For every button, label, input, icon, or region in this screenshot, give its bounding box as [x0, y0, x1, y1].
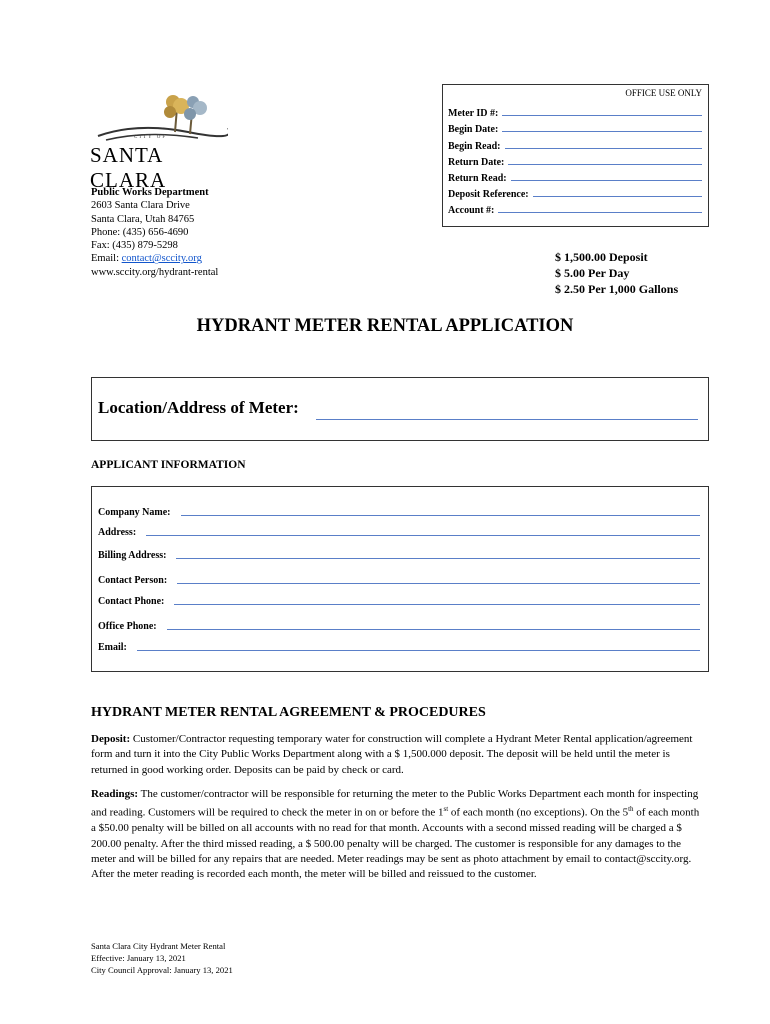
- readings-text-b: of each month (no exceptions). On the 5: [448, 806, 629, 819]
- field-label: Office Phone:: [98, 621, 157, 632]
- company-name-line[interactable]: [181, 515, 701, 516]
- return-date-line[interactable]: [508, 164, 702, 165]
- field-label: Email:: [98, 642, 127, 653]
- readings-text-a: The customer/contractor will be responsible for returning the meter to the Public Works Department each month for inspecting and reading. Customers will be required to check the meter in on or before the 1: [91, 788, 699, 819]
- contact-phone-line[interactable]: [174, 604, 700, 605]
- office-phone-line[interactable]: [167, 629, 700, 630]
- office-field-begin-read: [448, 135, 702, 151]
- logo-name: SANTA CLARA: [90, 143, 167, 192]
- office-use-box: [442, 84, 709, 227]
- field-label: Address:: [98, 527, 137, 538]
- agreement-heading: HYDRANT METER RENTAL AGREEMENT & PROCEDURES: [91, 705, 486, 720]
- applicant-field-company: [98, 507, 700, 518]
- department-fax: Fax: (435) 879-5298: [91, 240, 178, 252]
- readings-paragraph: [91, 787, 703, 882]
- fee-per-gallons: $ 2.50 Per 1,000 Gallons: [555, 282, 679, 296]
- fee-deposit: $ 1,500.00 Deposit: [555, 250, 648, 264]
- meter-id-line[interactable]: [502, 115, 702, 116]
- location-box: [91, 377, 709, 441]
- applicant-box: [91, 486, 709, 672]
- department-address2: Santa Clara, Utah 84765: [91, 213, 195, 225]
- applicant-field-contact-person: [98, 575, 700, 586]
- field-label: Contact Person:: [98, 575, 168, 586]
- deposit-text: Customer/Contractor requesting temporary water for construction will complete a Hydrant Meter Rental application/agreement form and turn it into the City Public Works Department along with a $ 1,500.000 deposit. The deposit will be held until the meter is returned in good working order. Deposits can be paid by check or card.: [91, 733, 693, 776]
- address-line[interactable]: [146, 535, 700, 536]
- field-label: Begin Read:: [448, 140, 501, 152]
- department-website: www.sccity.org/hydrant-rental: [91, 266, 219, 278]
- santa-clara-logo: [88, 92, 228, 192]
- fee-per-day: $ 5.00 Per Day: [555, 266, 630, 280]
- field-label: Billing Address:: [98, 550, 167, 561]
- office-field-account: [448, 200, 702, 216]
- begin-read-line[interactable]: [505, 148, 703, 149]
- deposit-reference-line[interactable]: [533, 196, 702, 197]
- account-line[interactable]: [498, 212, 702, 213]
- applicant-field-office-phone: [98, 621, 700, 632]
- department-name: Public Works Department: [91, 187, 209, 198]
- field-label: Account #:: [448, 205, 495, 217]
- field-label: Deposit Reference:: [448, 189, 529, 201]
- footer-line-2: Effective: January 13, 2021: [91, 952, 186, 963]
- office-use-title: OFFICE USE ONLY: [625, 88, 702, 98]
- email-link[interactable]: contact@sccity.org: [121, 253, 202, 265]
- office-field-meter-id: [448, 103, 702, 119]
- readings-sup-b: th: [628, 805, 634, 814]
- department-address1: 2603 Santa Clara Drive: [91, 200, 190, 212]
- footer-line-3: City Council Approval: January 13, 2021: [91, 964, 233, 975]
- field-label: Begin Date:: [448, 124, 499, 136]
- office-field-return-read: [448, 168, 702, 184]
- field-label: Meter ID #:: [448, 108, 499, 120]
- office-field-return-date: [448, 152, 702, 168]
- footer-line-1: Santa Clara City Hydrant Meter Rental: [91, 941, 226, 951]
- contact-person-line[interactable]: [177, 583, 700, 584]
- readings-sup-a: st: [443, 805, 449, 814]
- begin-date-line[interactable]: [502, 131, 702, 132]
- page-title: HYDRANT METER RENTAL APPLICATION: [196, 316, 574, 336]
- department-phone: Phone: (435) 656-4690: [91, 226, 189, 238]
- department-info: [91, 186, 218, 279]
- office-field-deposit-reference: [448, 184, 702, 200]
- applicant-field-address: [98, 527, 700, 538]
- footer: [91, 941, 233, 976]
- location-input-line[interactable]: [316, 419, 698, 420]
- readings-text-c: of each month a $50.00 penalty will be billed on all accounts with no read for that month. Accounts with a second missed reading will be charged a $ 200.00 penalty. After the third missed reading, a $ 500.00 penalty will be charged. The customer is responsible for any damages to the meter and will be billed for any repairs that are needed. Meter readings may be sent as photo attachment by email to contact@sccity.org. After the meter reading is recorded each month, the meter will be billed and reissued to the customer.: [91, 806, 700, 881]
- field-label: Return Read:: [448, 172, 507, 184]
- field-label: Company Name:: [98, 507, 171, 518]
- deposit-label: Deposit:: [91, 733, 131, 745]
- field-label: Return Date:: [448, 156, 505, 168]
- readings-label: Readings:: [91, 788, 139, 800]
- applicant-field-email: [98, 642, 700, 653]
- deposit-paragraph: [91, 732, 703, 778]
- field-label: Contact Phone:: [98, 596, 165, 607]
- email-label: Email:: [91, 253, 122, 265]
- applicant-field-contact-phone: [98, 596, 700, 607]
- billing-address-line[interactable]: [176, 558, 700, 559]
- location-label: Location/Address of Meter:: [98, 398, 299, 417]
- fees-list: [555, 249, 678, 297]
- logo-city-text: CITY OF: [134, 135, 168, 140]
- applicant-heading: APPLICANT INFORMATION: [91, 459, 246, 471]
- applicant-field-billing: [98, 550, 700, 561]
- email-line[interactable]: [137, 650, 700, 651]
- return-read-line[interactable]: [511, 180, 702, 181]
- office-field-begin-date: [448, 119, 702, 135]
